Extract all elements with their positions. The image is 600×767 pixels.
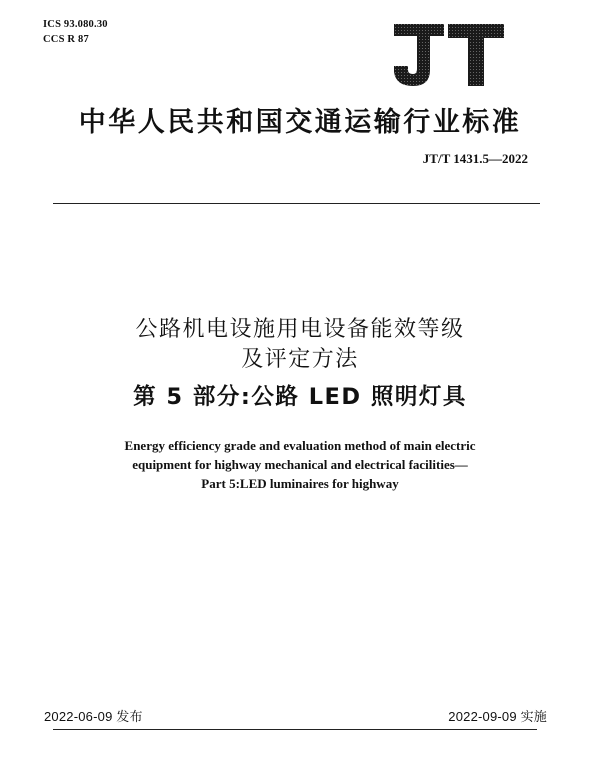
standard-category-title: 中华人民共和国交通运输行业标准 — [78, 107, 522, 138]
implementation-date: 2022-09-09 实施 — [448, 709, 547, 724]
title-cn-line3: 第 5 部分:公路 LED 照明灯具 — [133, 384, 467, 410]
standard-number: JT/T 1431.5—2022 — [422, 151, 528, 166]
classification-codes — [43, 17, 108, 47]
top-divider — [53, 203, 540, 204]
title-en-line2: equipment for highway mechanical and electrical facilities— — [132, 457, 468, 472]
bottom-divider — [53, 729, 537, 730]
jt-logo-icon — [388, 20, 508, 90]
title-en-line1: Energy efficiency grade and evaluation method of main electric — [124, 438, 476, 453]
title-en-line3: Part 5:LED luminaires for highway — [201, 476, 399, 491]
title-cn-line2: 及评定方法 — [241, 347, 359, 372]
logo-text: JT — [388, 20, 390, 21]
ics-code: ICS 93.080.30 — [43, 19, 108, 30]
issue-date: 2022-06-09 发布 — [44, 709, 143, 724]
ccs-code: CCS R 87 — [43, 34, 89, 45]
title-cn-line1: 公路机电设施用电设备能效等级 — [135, 317, 465, 342]
